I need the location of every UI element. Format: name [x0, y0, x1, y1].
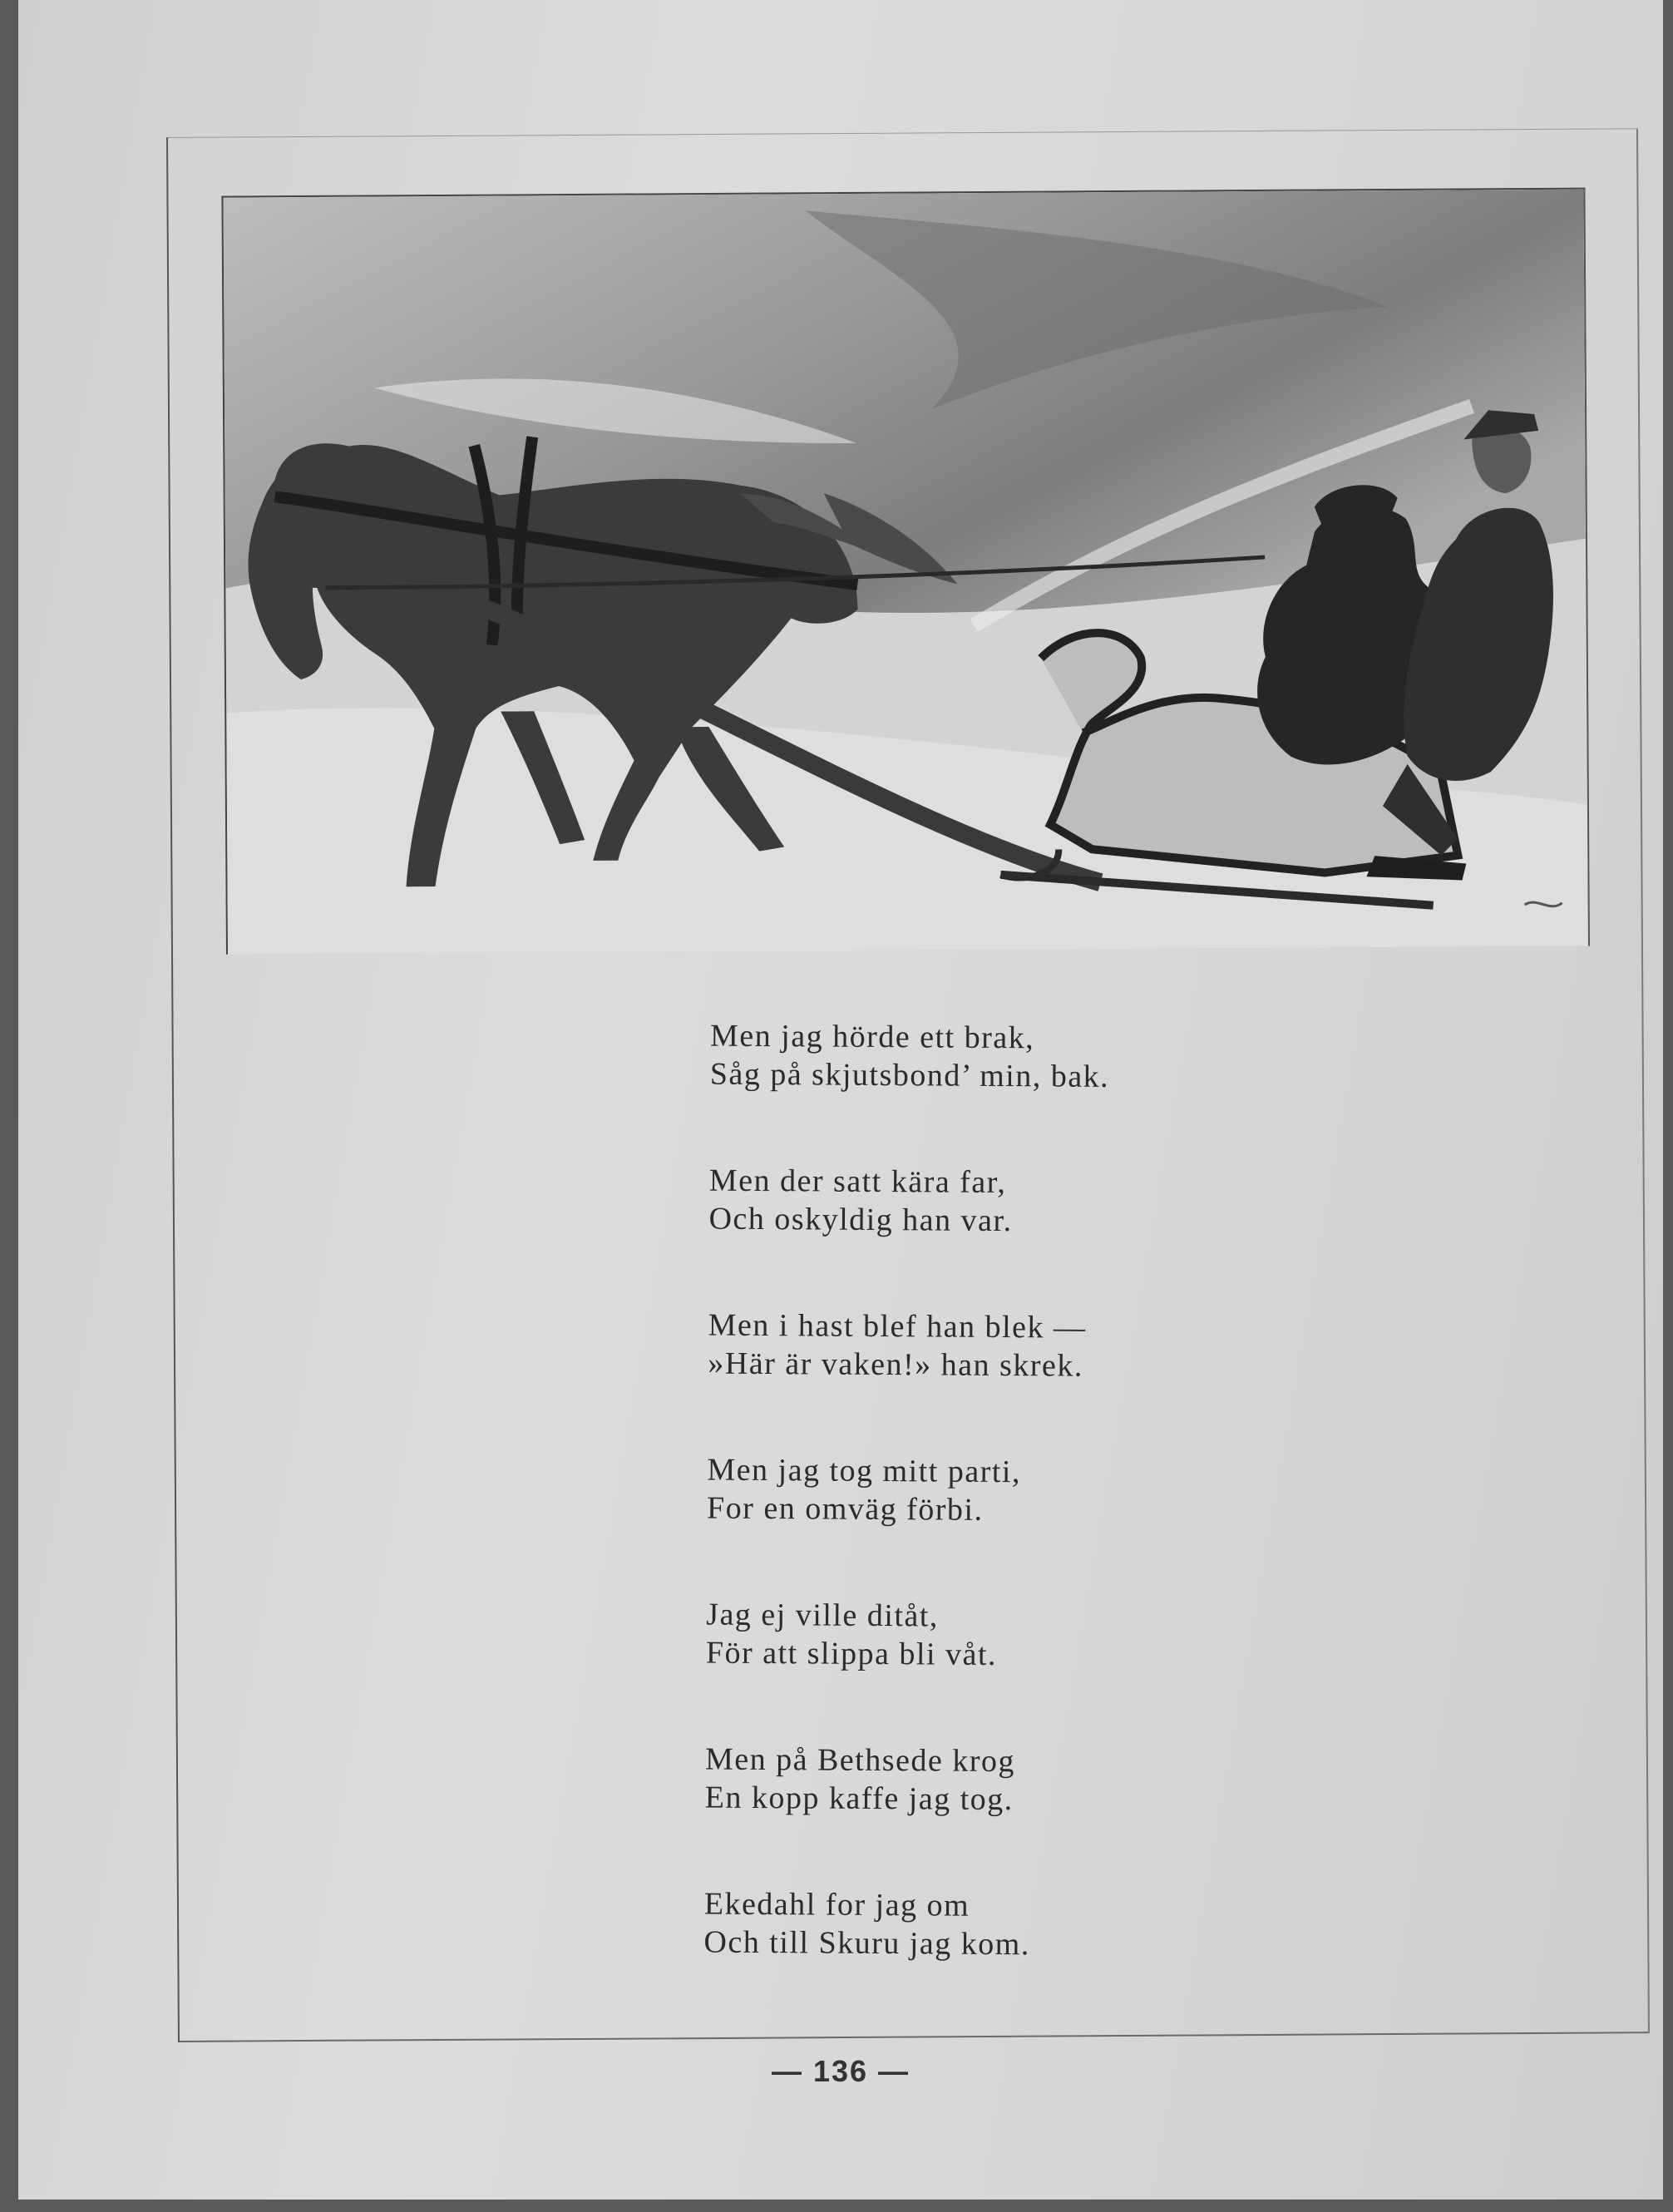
stanza [708, 1162, 1291, 1242]
stanza [707, 1451, 1290, 1532]
sleigh-illustration [221, 188, 1590, 955]
book-page [18, 0, 1663, 2200]
page-number: — 136 — [771, 2054, 911, 2088]
poem-line: För att slippa bli våt. [705, 1635, 998, 1672]
poem-line: Jag ej ville ditåt, [706, 1597, 940, 1634]
poem-line: Såg på skjutsbond’ min, bak. [709, 1056, 1110, 1094]
poem-line: Och till Skuru jag kom. [703, 1924, 1030, 1963]
stanza [706, 1596, 1289, 1676]
poem-line: »Här är vaken!» han skrek. [708, 1345, 1084, 1384]
poem [703, 1017, 1292, 2034]
stanza [708, 1306, 1291, 1387]
poem-line: Men jag tog mitt parti, [707, 1452, 1022, 1490]
poem-line: Men i hast blef han blek — [708, 1307, 1087, 1345]
poem-line: En kopp kaffe jag tog. [704, 1780, 1014, 1818]
stanza [705, 1740, 1288, 1821]
sleigh-illustration-image [223, 190, 1588, 955]
poem-line: For en omväg förbi. [706, 1490, 984, 1528]
poem-line: Men på Bethsede krog [704, 1741, 1016, 1780]
poem-line: Men jag hörde ett brak, [709, 1018, 1035, 1056]
stanza [703, 1885, 1286, 1966]
frame-bottom-rule [180, 2032, 1648, 2042]
poem-line: Ekedahl for jag om [703, 1886, 970, 1923]
poem-line: Men der satt kära far, [708, 1163, 1007, 1201]
poem-line: Och oskyldig han var. [708, 1201, 1013, 1239]
stanza [710, 1017, 1293, 1098]
